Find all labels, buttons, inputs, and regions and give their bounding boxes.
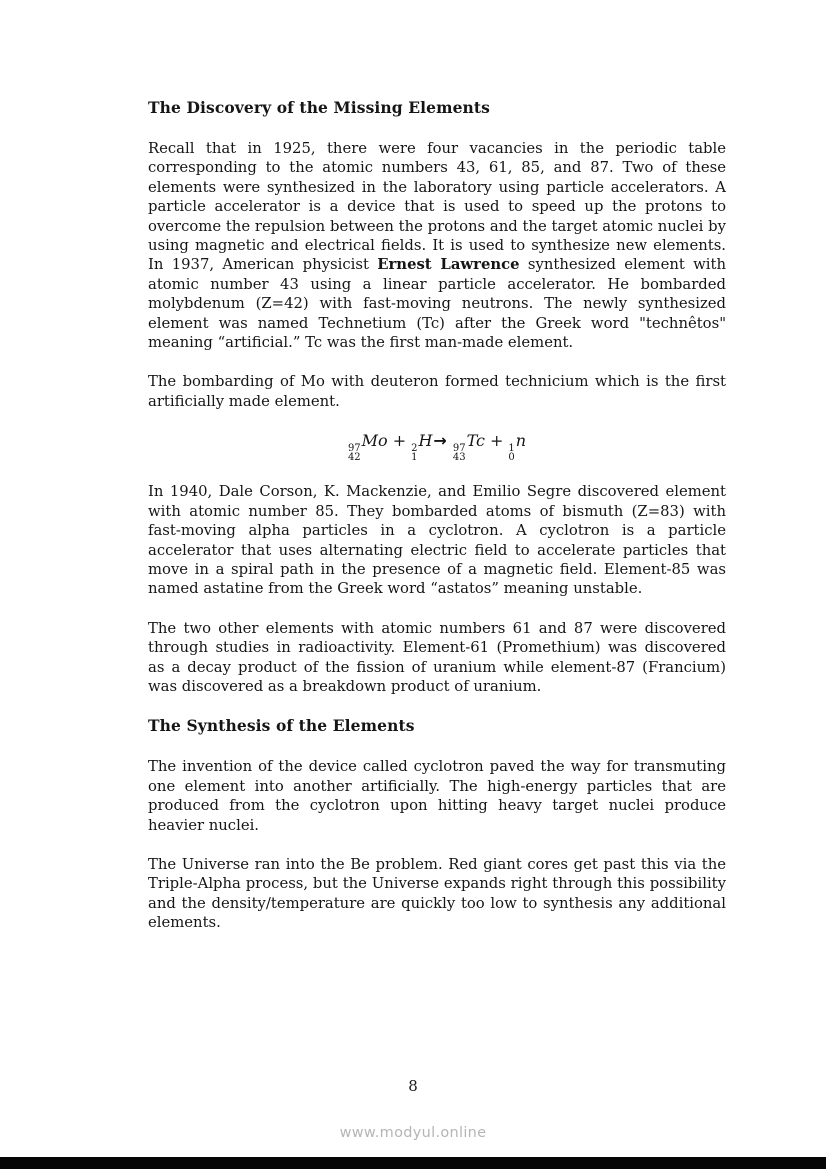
nuclear-equation (148, 431, 726, 462)
bold-ernest-lawrence: Ernest Lawrence (377, 256, 520, 274)
nuclide-n-numbers (508, 444, 514, 462)
atomic-number: 0 (508, 452, 515, 464)
atomic-number: 1 (411, 452, 418, 464)
mass-number: 2 (411, 443, 418, 455)
element-symbol-mo: Mo (361, 431, 388, 451)
atomic-number: 43 (452, 452, 466, 464)
nuclide-technetium (453, 431, 485, 462)
element-symbol-tc: Tc (466, 431, 485, 451)
paragraph-universe-be-problem: The Universe ran into the Be problem. Red giant cores get past this via the Triple-Alpha process, but the Universe expands right through this possibility and the density/temperature are quickly too low to synthesis any additional elements. (148, 855, 726, 932)
atomic-number: 42 (347, 452, 361, 464)
heading-synthesis-of-elements: The Synthesis of the Elements (148, 716, 415, 736)
footer-black-bar (0, 1157, 826, 1169)
plus-sign: + (392, 431, 407, 451)
nuclide-h-numbers (411, 444, 417, 462)
nuclide-deuterium (411, 431, 432, 462)
mass-number: 97 (452, 443, 466, 455)
nuclide-molybdenum (348, 431, 388, 462)
mass-number: 97 (347, 443, 361, 455)
paragraph-bombarding-mo: The bombarding of Mo with deuteron formed technicium which is the first artificially made element. (148, 373, 726, 410)
element-symbol-h: H (418, 431, 433, 451)
paragraph-recall-1925 (148, 139, 726, 352)
watermark-url: www.modyul.online (339, 1125, 487, 1141)
paragraph-recall-post: synthesized element with atomic number 43 using a linear particle accelerator. He bombarded molybdenum (Z=42) with fast-moving neutrons. The newly synthesized element was named Technetium (Tc) after the Greek word "technêtos" meaning “artificial.” Tc was the first man-made element. (148, 256, 727, 352)
paragraph-recall-pre: Recall that in 1925, there were four vacancies in the periodic table corresponding to the atomic numbers 43, 61, 85, and 87. Two of these elements were synthesized in the laboratory using particle accelerators. A particle accelerator is a device that is used to speed up the protons to overcome the repulsion between the protons and the target atomic nuclei by using magnetic and electrical fields. It is used to synthesize new elements. In 1937, American physicist (148, 140, 726, 274)
paragraph-1940-discovery: In 1940, Dale Corson, K. Mackenzie, and Emilio Segre discovered element with atomic number 85. They bombarded atoms of bismuth (Z=83) with fast-moving alpha particles in a cyclotron. A cyclotron is a particle accelerator that uses alternating electric field to accelerate particles that move in a spiral path in the presence of a magnetic field. Element-85 was named astatine from the Greek word “astatos” meaning unstable. (148, 483, 726, 598)
page-number: 8 (408, 1077, 418, 1095)
nuclide-neutron (508, 431, 526, 462)
element-symbol-n: n (515, 431, 527, 451)
nuclide-tc-numbers (453, 444, 466, 462)
paragraph-cyclotron-invention: The invention of the device called cyclotron paved the way for transmuting one element into another artificially. The high-energy particles that are produced from the cyclotron upon hitting heavy target nuclei produce heavier nuclei. (148, 758, 726, 834)
reaction-arrow-icon: → (433, 431, 447, 451)
plus-sign: + (489, 431, 504, 451)
page-content (148, 98, 726, 953)
heading-discovery-of-missing-elements: The Discovery of the Missing Elements (148, 98, 490, 117)
paragraph-other-elements: The two other elements with atomic numbers 61 and 87 were discovered through studies in radioactivity. Element-61 (Promethium) was discovered as a decay product of the fission of uranium while element-87 (Francium) was discovered as a breakdown product of uranium. (148, 619, 726, 695)
nuclide-mo-numbers (348, 444, 361, 462)
mass-number: 1 (508, 443, 515, 455)
